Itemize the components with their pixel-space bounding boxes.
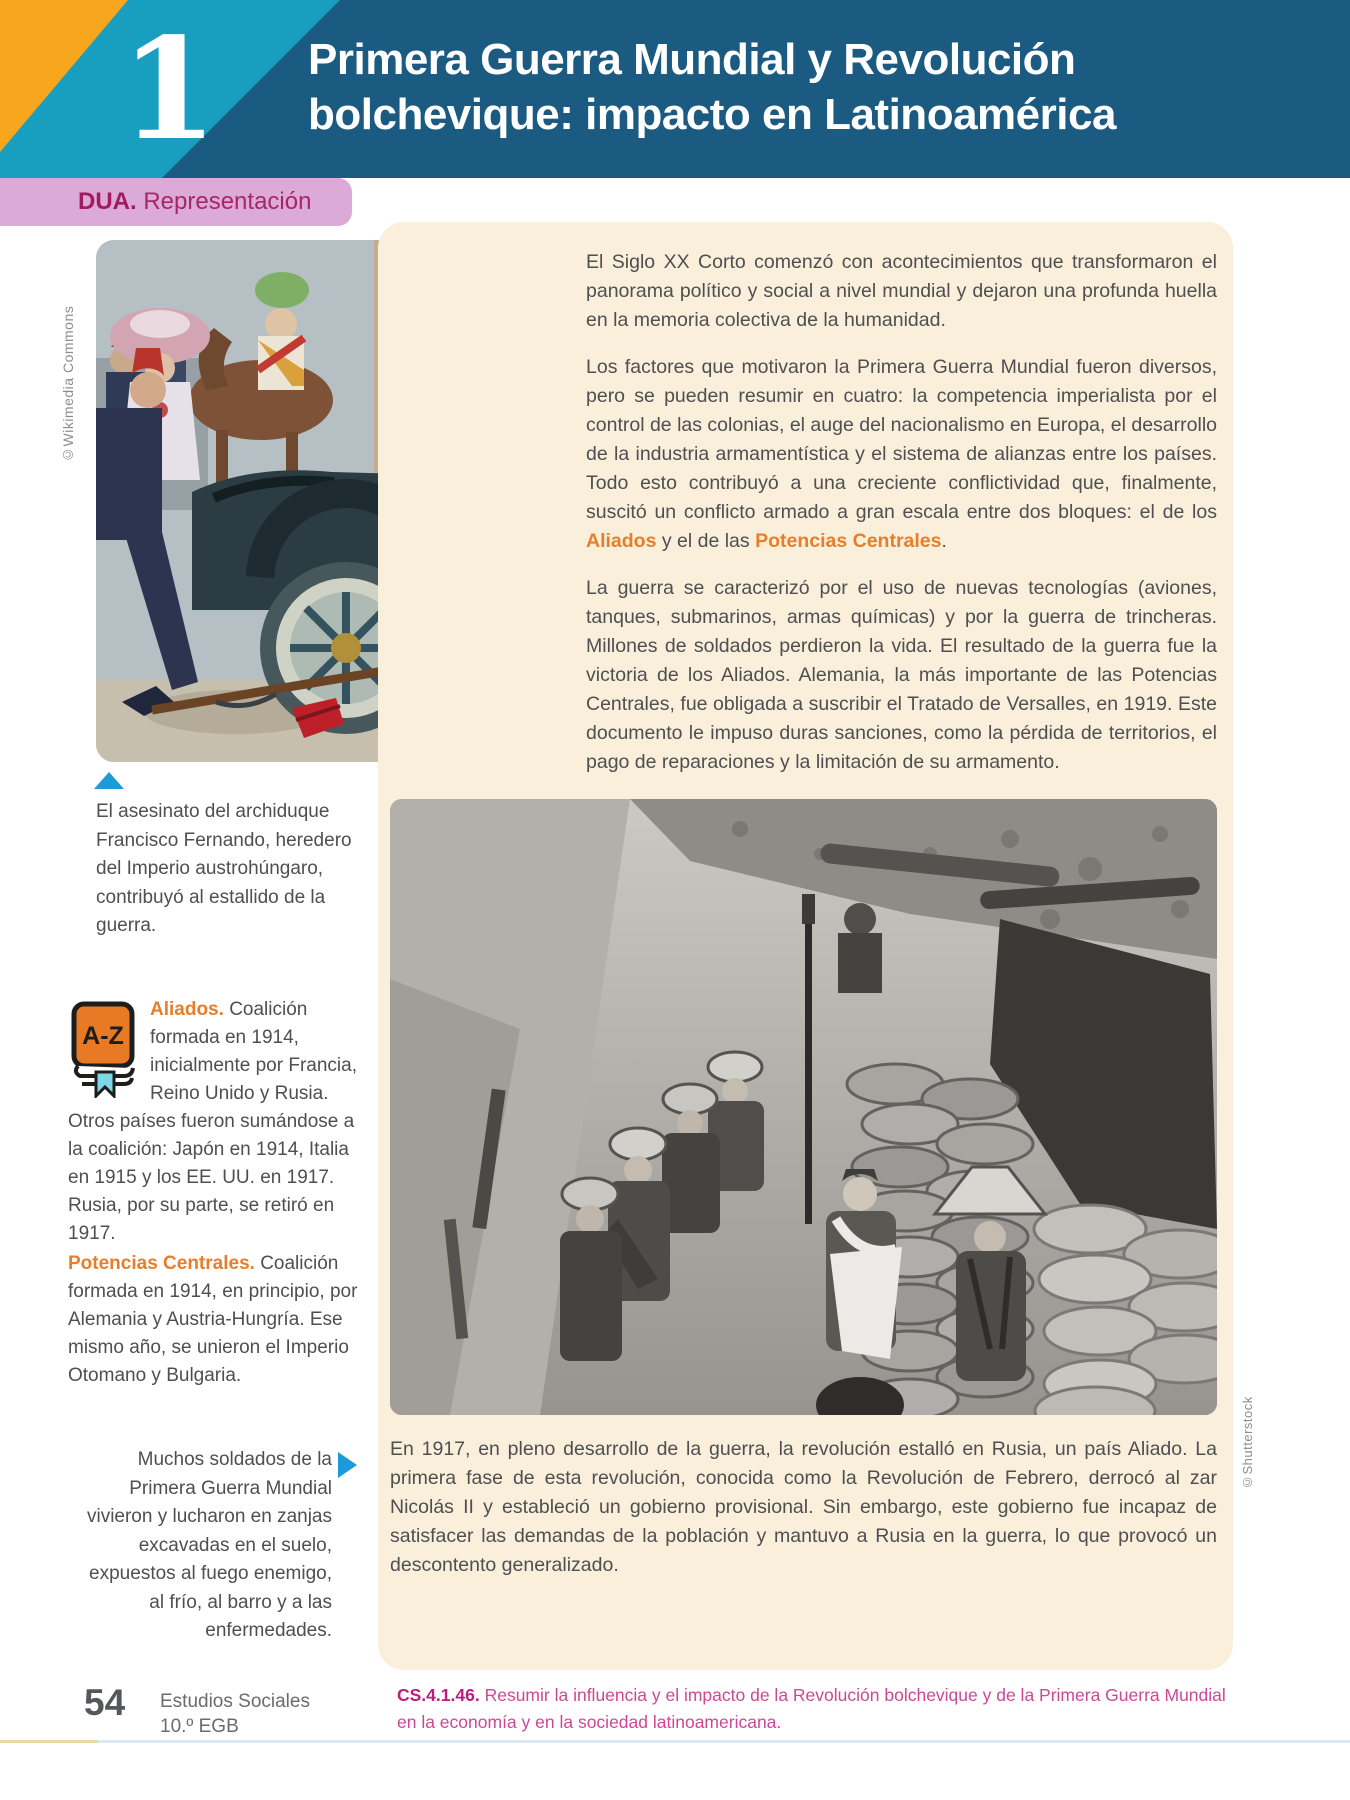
a-z-dictionary-icon: [70, 1000, 136, 1098]
curriculum-standard: [397, 1682, 1232, 1736]
illustration-credit: ©Wikimedia Commons: [60, 305, 76, 463]
unit-number: 1: [120, 8, 218, 172]
glossary-box: [68, 996, 370, 1390]
footer-rule-left: [0, 1740, 98, 1743]
paragraph-russian-revolution: En 1917, en pleno desarrollo de la guerra, la revolución estalló en Rusia, un país Aliado. La primera fase de esta revolución, conocida como la Revolución de Febrero, derrocó al zar Nicolás II y estableció un gobierno provisional. Sin embargo, este gobierno fue incapaz de satisfacer las demandas de la población y mantuvo a Rusia en la guerra, lo que provocó un descontento generalizado.: [390, 1438, 1217, 1576]
illustration-wrap-spacer: [390, 248, 586, 764]
subject-grade: 10.º EGB: [160, 1716, 239, 1737]
glossary-entry-aliados: [68, 996, 370, 1248]
glossary-definition: Coalición formada en 1914, inicialmente por Francia, Reino Unido y Rusia. Otros países fueron sumándose a la coalición: Japón en 1914, Italia en 1915 y los EE. UU. en 1917. Rusia, por su parte, se retiró en 1917.: [68, 999, 357, 1244]
main-content-panel: [378, 222, 1233, 1670]
paragraph-war-factors: Los factores que motivaron la Primera Guerra Mundial fueron diversos, pero se pueden resumir en cuatro: la competencia imperialista por el control de las colonias, el auge del nacionalismo en Europa, el desarrollo de la industria armamentística y el sistema de alianzas entre los países. Todo esto contribuyó a una creciente conflictividad que, finalmente, suscitó un conflicto armado a gran escala entre dos bloques: el de los Aliados y el de las Potencias Centrales.: [586, 356, 1217, 552]
caption-arrow-up-icon: [94, 772, 124, 789]
unit-header-banner: [0, 0, 1350, 178]
standard-text: Resumir la influencia y el impacto de la Revolución bolchevique y de la Primera Guerra Mundial en la economía y en la sociedad latinoamericana.: [397, 1685, 1226, 1732]
paragraph-war-outcome: La guerra se caracterizó por el uso de nuevas tecnologías (aviones, tanques, submarinos, armas químicas) y por la guerra de trincheras. Millones de soldados perdieron la vida. El resultado de la guerra fue la victoria de los Aliados. Alemania, la más importante de las Potencias Centrales, fue obligada a suscribir el Tratado de Versalles, en 1919. Este documento le impuso duras sanciones, como la pérdida de territorios, el pago de reparaciones y la limitación de su armamento.: [586, 577, 1217, 773]
dua-badge: [0, 178, 352, 226]
dua-badge-label: DUA.: [78, 188, 137, 215]
unit-title-line1: Primera Guerra Mundial y Revolución: [308, 35, 1076, 84]
glossary-term: Aliados.: [150, 999, 224, 1020]
caption-arrow-right-icon: [338, 1452, 357, 1478]
footer-rule-right: [98, 1740, 1350, 1743]
soldiers-caption: Muchos soldados de la Primera Guerra Mundial vivieron y lucharon en zanjas excavadas en el suelo, expuestos al fuego enemigo, al frío, al barro y a las enfermedades.: [86, 1449, 332, 1641]
book-subject: [160, 1689, 310, 1739]
svg-text:A-Z: A-Z: [82, 1022, 124, 1050]
glossary-definition: Coalición formada en 1914, en principio, por Alemania y Austria-Hungría. Ese mismo año, se unieron el Imperio Otomano y Bulgaria.: [68, 1253, 358, 1386]
trench-soldiers-photo: [390, 799, 1217, 1415]
archduke-caption: El asesinato del archiduque Francisco Fernando, heredero del Imperio austrohúngaro, contribuyó al estallido de la guerra.: [96, 801, 352, 936]
standard-code: CS.4.1.46.: [397, 1685, 480, 1705]
unit-title: [308, 32, 1116, 142]
trench-photo-art: [390, 799, 1217, 1415]
glossary-entry-potencias-centrales: [68, 1250, 370, 1390]
keyword-highlight: Potencias Centrales: [755, 530, 942, 552]
glossary-term: Potencias Centrales.: [68, 1253, 255, 1274]
dua-badge-value: Representación: [143, 188, 312, 215]
subject-name: Estudios Sociales: [160, 1691, 310, 1712]
paragraph-intro: El Siglo XX Corto comenzó con acontecimientos que transformaron el panorama político y social a nivel mundial y dejaron una profunda huella en la memoria colectiva de la humanidad.: [586, 251, 1217, 331]
keyword-highlight: Aliados: [586, 530, 657, 552]
page-number: 54: [84, 1682, 126, 1723]
photo-credit: ©Shutterstock: [1240, 1396, 1255, 1490]
unit-title-line2: bolchevique: impacto en Latinoamérica: [308, 90, 1116, 139]
